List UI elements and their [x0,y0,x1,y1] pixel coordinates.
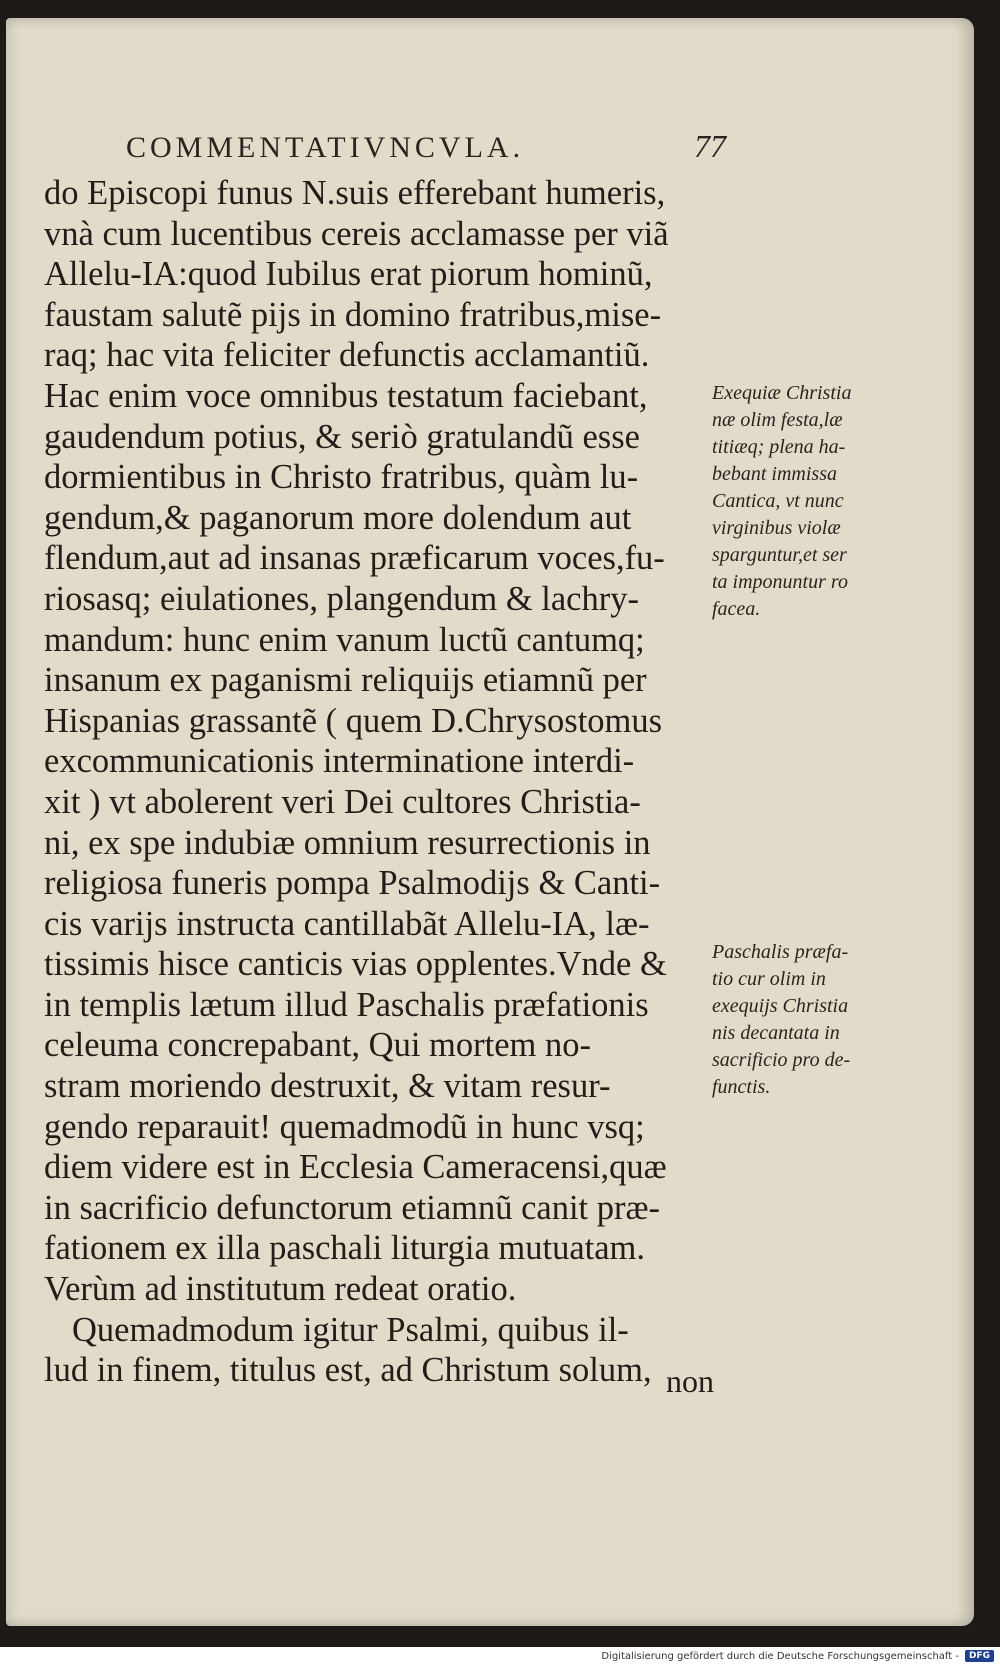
text-line: Hac enim voce omnibus testatum faciebant, [44,376,648,415]
text-line: Verùm ad institutum redeat oratio. [44,1270,517,1309]
margin-note-line: sparguntur,et ser [712,544,847,566]
text-line: gendo reparauit! quemadmodũ in hunc vsq; [44,1107,645,1146]
page-number: 77 [694,128,726,164]
margin-note [712,939,912,1101]
text-line: Allelu-IA:quod Iubilus erat piorum hominũ, [44,255,653,294]
margin-note-line: ta imponuntur ro [712,571,848,593]
catchword: non [666,1363,714,1399]
margin-note-line: facea. [712,598,761,620]
margin-note-line: tio cur olim in [712,968,826,990]
text-line: dormientibus in Christo fratribus, quàm lu- [44,458,639,497]
margin-note-line: bebant immissa [712,463,837,485]
text-line: ni, ex spe indubiæ omnium resurrectionis in [44,823,651,862]
text-line: excommunicationis interminatione interdi- [44,742,635,781]
text-line: diem videre est in Ecclesia Cameracensi,quæ [44,1148,667,1187]
book-page [6,18,974,1626]
dfg-logo: DFG [965,1650,994,1662]
text-line: vnà cum lucentibus cereis acclamasse per viã [44,214,669,253]
text-line: Quemadmodum igitur Psalmi, quibus il- [72,1310,629,1349]
text-line: stram moriendo destruxit, & vitam resur- [44,1067,611,1106]
text-line: mandum: hunc enim vanum luctũ cantumq; [44,620,645,659]
text-line: fationem ex illa paschali liturgia mutuatam. [44,1229,646,1268]
text-line: insanum ex paganismi reliquijs etiamnũ per [44,661,647,700]
text-line: cis varijs instructa cantillabãt Allelu-IA, læ- [44,904,650,943]
margin-note [712,380,912,623]
digitization-credit: Digitalisierung gefördert durch die Deutsche Forschungsgemeinschaft - [601,1650,959,1662]
page-header [126,128,726,172]
margin-note-line: Exequiæ Christia [712,382,852,404]
text-line: Hispanias grassantẽ ( quem D.Chrysostomus [44,701,663,740]
margin-note-line: titiæq; plena ha- [712,436,846,458]
margin-note-line: sacrificio pro de- [712,1049,851,1071]
text-line: flendum,aut ad insanas præficarum voces,fu- [44,539,665,578]
text-line: lud in finem, titulus est, ad Christum solum, [44,1351,652,1390]
text-line: in sacrificio defunctorum etiamnũ canit præ- [44,1188,660,1227]
margin-note-line: virginibus violæ [712,517,841,539]
text-line: do Episcopi funus N.suis efferebant humeris, [44,174,666,212]
text-line: faustam salutẽ pijs in domino fratribus,mise- [44,295,662,334]
margin-note-line: nis decantata in [712,1022,840,1044]
text-line: celeuma concrepabant, Qui mortem no- [44,1026,591,1065]
text-line: gaudendum potius, & seriò gratulandũ esse [44,417,640,456]
text-line: raq; hac vita feliciter defunctis acclamantiũ. [44,336,650,375]
digitization-credit-bar [0,1647,1000,1665]
margin-note-line: næ olim festa,læ [712,409,843,431]
margin-note-line: functis. [712,1076,771,1098]
text-line: religiosa funeris pompa Psalmodijs & Canti- [44,864,661,903]
body-text [44,173,724,1391]
margin-note-line: Cantica, vt nunc [712,490,844,512]
running-title: COMMENTATIVNCVLA. [126,131,525,164]
text-line: riosasq; eiulationes, plangendum & lachry- [44,579,639,618]
text-line: in templis lætum illud Paschalis præfationis [44,985,649,1024]
text-line: tissimis hisce canticis vias opplentes.Vnde & [44,945,667,984]
text-line: gendum,& paganorum more dolendum aut [44,498,632,537]
margin-note-line: Paschalis præfa- [712,941,849,963]
margin-note-line: exequijs Christia [712,995,849,1017]
text-line: xit ) vt abolerent veri Dei cultores Christia- [44,782,641,821]
